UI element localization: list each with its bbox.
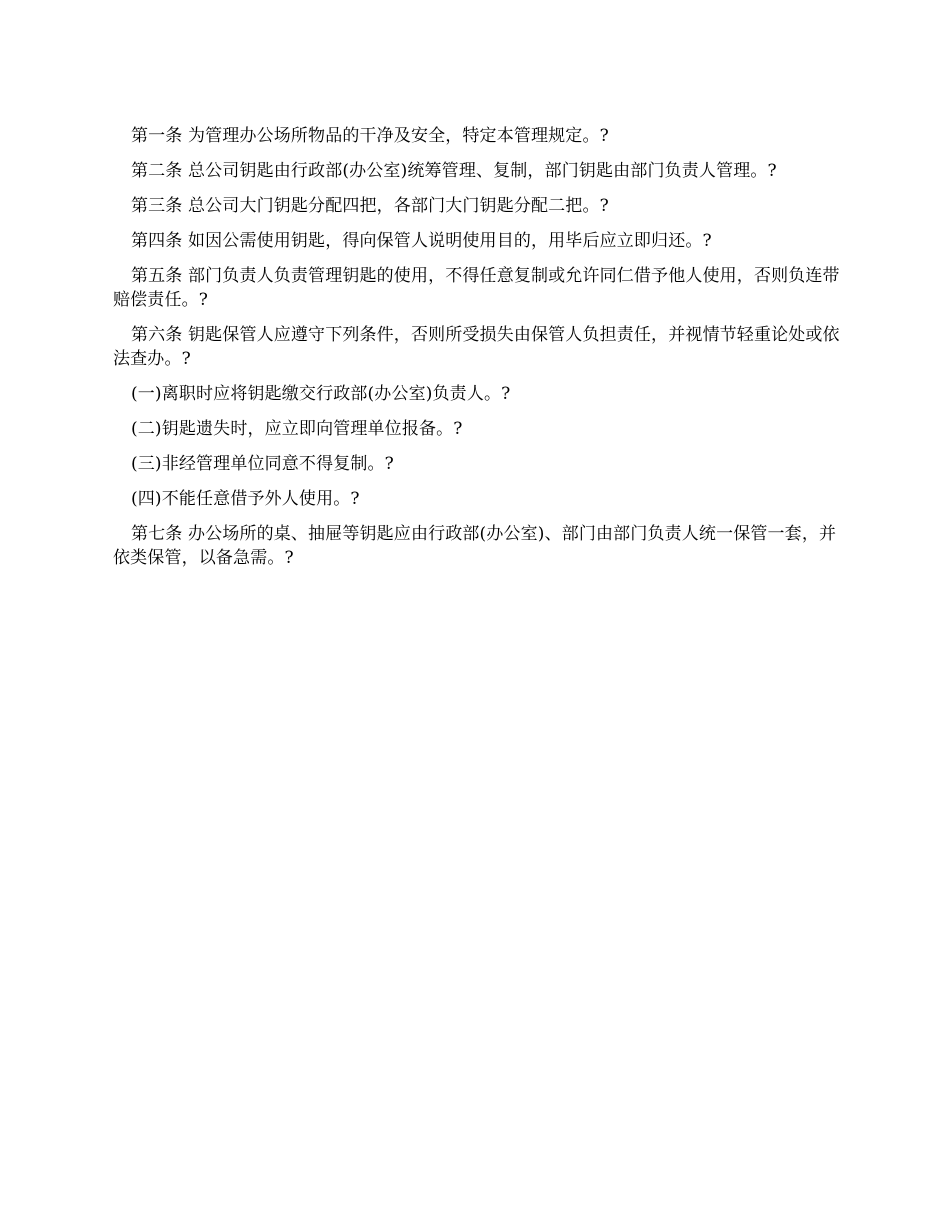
paragraph-article-7: 第七条 办公场所的桌、抽屉等钥匙应由行政部(办公室)、部门由部门负责人统一保管一套，并依类保管，以备急需。? xyxy=(113,524,837,568)
paragraph-condition-2: (二)钥匙遗失时，应立即向管理单位报备。? xyxy=(131,419,463,439)
paragraph-condition-1: (一)离职时应将钥匙缴交行政部(办公室)负责人。? xyxy=(131,384,511,404)
paragraph-article-4: 第四条 如因公需使用钥匙，得向保管人说明使用目的，用毕后应立即归还。? xyxy=(131,231,712,251)
paragraph-article-3: 第三条 总公司大门钥匙分配四把，各部门大门钥匙分配二把。? xyxy=(131,196,609,216)
paragraph-article-1: 第一条 为管理办公场所物品的干净及安全，特定本管理规定。? xyxy=(131,126,609,146)
paragraph-condition-4: (四)不能任意借予外人使用。? xyxy=(131,489,360,509)
document-body xyxy=(113,124,843,581)
paragraph-article-5: 第五条 部门负责人负责管理钥匙的使用，不得任意复制或允许同仁借予他人使用，否则负连带赔偿责任。? xyxy=(113,266,840,310)
paragraph-article-2: 第二条 总公司钥匙由行政部(办公室)统筹管理、复制，部门钥匙由部门负责人管理。? xyxy=(131,161,777,181)
paragraph-condition-3: (三)非经管理单位同意不得复制。? xyxy=(131,454,394,474)
paragraph-article-6: 第六条 钥匙保管人应遵守下列条件，否则所受损失由保管人负担责任，并视情节轻重论处或依法查办。? xyxy=(113,325,840,369)
